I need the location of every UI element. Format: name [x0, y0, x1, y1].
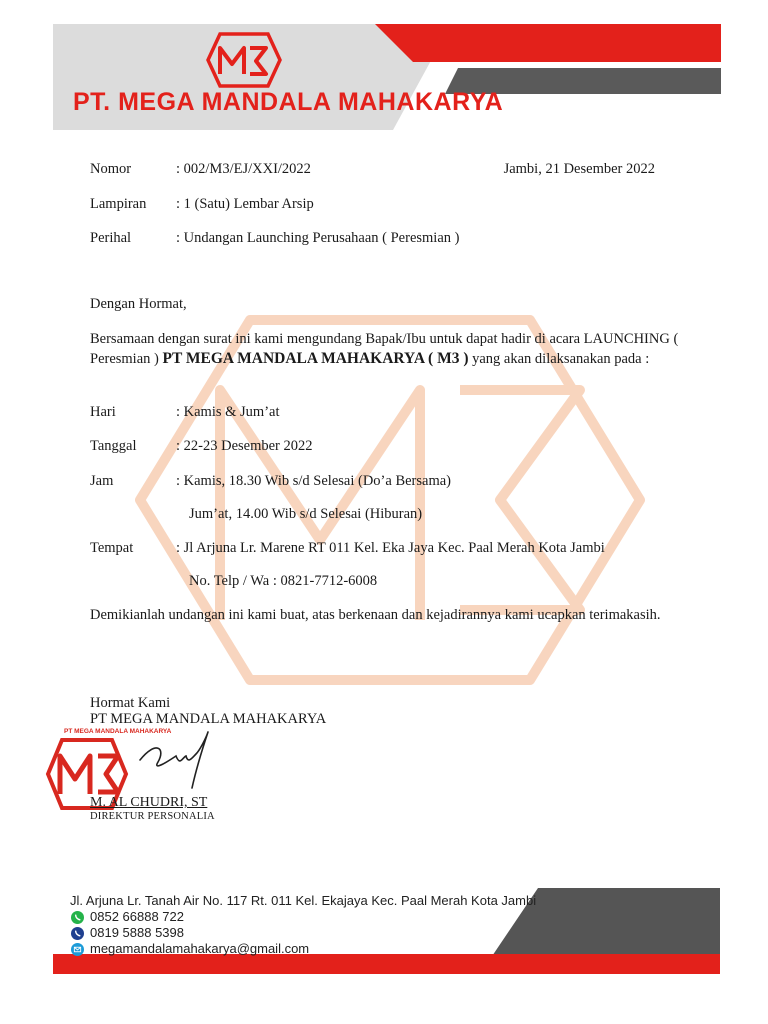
intro-company-name: PT MEGA MANDALA MAHAKARYA ( M3 ) [162, 350, 469, 367]
detail-value-tempat: : Jl Arjuna Lr. Marene RT 011 Kel. Eka Jaya Kec. Paal Merah Kota Jambi [176, 540, 605, 556]
footer-phone: 0819 5888 5398 [90, 925, 184, 940]
intro-text-end: yang akan dilaksanakan pada : [468, 351, 650, 367]
meta-label-nomor: Nomor [90, 161, 132, 177]
greeting: Dengan Hormat, [90, 296, 187, 312]
handwritten-signature-icon [136, 730, 216, 792]
meta-value-lampiran: : 1 (Satu) Lembar Arsip [176, 196, 314, 212]
place-date: Jambi, 21 Desember 2022 [503, 161, 655, 177]
footer-whatsapp: 0852 66888 722 [90, 909, 184, 924]
detail-value-hari: : Kamis & Jum’at [176, 404, 280, 420]
meta-label-lampiran: Lampiran [90, 196, 147, 212]
signatory-company: PT MEGA MANDALA MAHAKARYA [90, 711, 327, 727]
signer-title: DIREKTUR PERSONALIA [90, 811, 215, 822]
intro-text-start: Bersamaan dengan surat ini kami mengundang Bapak/Ibu untuk dapat hadir di acara LAUNCHING ( Peresmian ) [90, 331, 679, 367]
closing-paragraph: Demikianlah undangan ini kami buat, atas berkenaan dan kejadirannya kami ucapkan terimakasih. [90, 607, 661, 623]
detail-label-jam: Jam [90, 473, 114, 489]
footer-email: megamandalamahakarya@gmail.com [90, 941, 310, 956]
detail-label-hari: Hari [90, 404, 116, 420]
whatsapp-icon [71, 911, 84, 924]
detail-value-telp: No. Telp / Wa : 0821-7712-6008 [189, 573, 378, 589]
detail-value-tanggal: : 22-23 Desember 2022 [176, 438, 313, 454]
meta-value-nomor: : 002/M3/EJ/XXI/2022 [176, 161, 311, 177]
phone-icon [71, 927, 84, 940]
regards: Hormat Kami [90, 695, 171, 711]
meta-value-perihal: : Undangan Launching Perusahaan ( Peresmian ) [176, 230, 460, 246]
detail-value-jam: : Kamis, 18.30 Wib s/d Selesai (Do’a Bersama) [176, 473, 451, 489]
signer-name: M. AL CHUDRI, ST [90, 795, 208, 810]
footer-address: Jl. Arjuna Lr. Tanah Air No. 117 Rt. 011 Kel. Ekajaya Kec. Paal Merah Kota Jambi [70, 893, 537, 908]
intro-paragraph [90, 329, 680, 369]
meta-label-perihal: Perihal [90, 230, 132, 246]
stamp-text: PT MEGA MANDALA MAHAKARYA [64, 728, 172, 735]
m3-logo-icon [206, 30, 282, 90]
detail-label-tanggal: Tanggal [90, 438, 137, 454]
company-title: PT. MEGA MANDALA MAHAKARYA [73, 88, 504, 116]
detail-label-tempat: Tempat [90, 540, 134, 556]
detail-value-jam-2: Jum’at, 14.00 Wib s/d Selesai (Hiburan) [189, 506, 423, 522]
email-icon [71, 943, 84, 956]
